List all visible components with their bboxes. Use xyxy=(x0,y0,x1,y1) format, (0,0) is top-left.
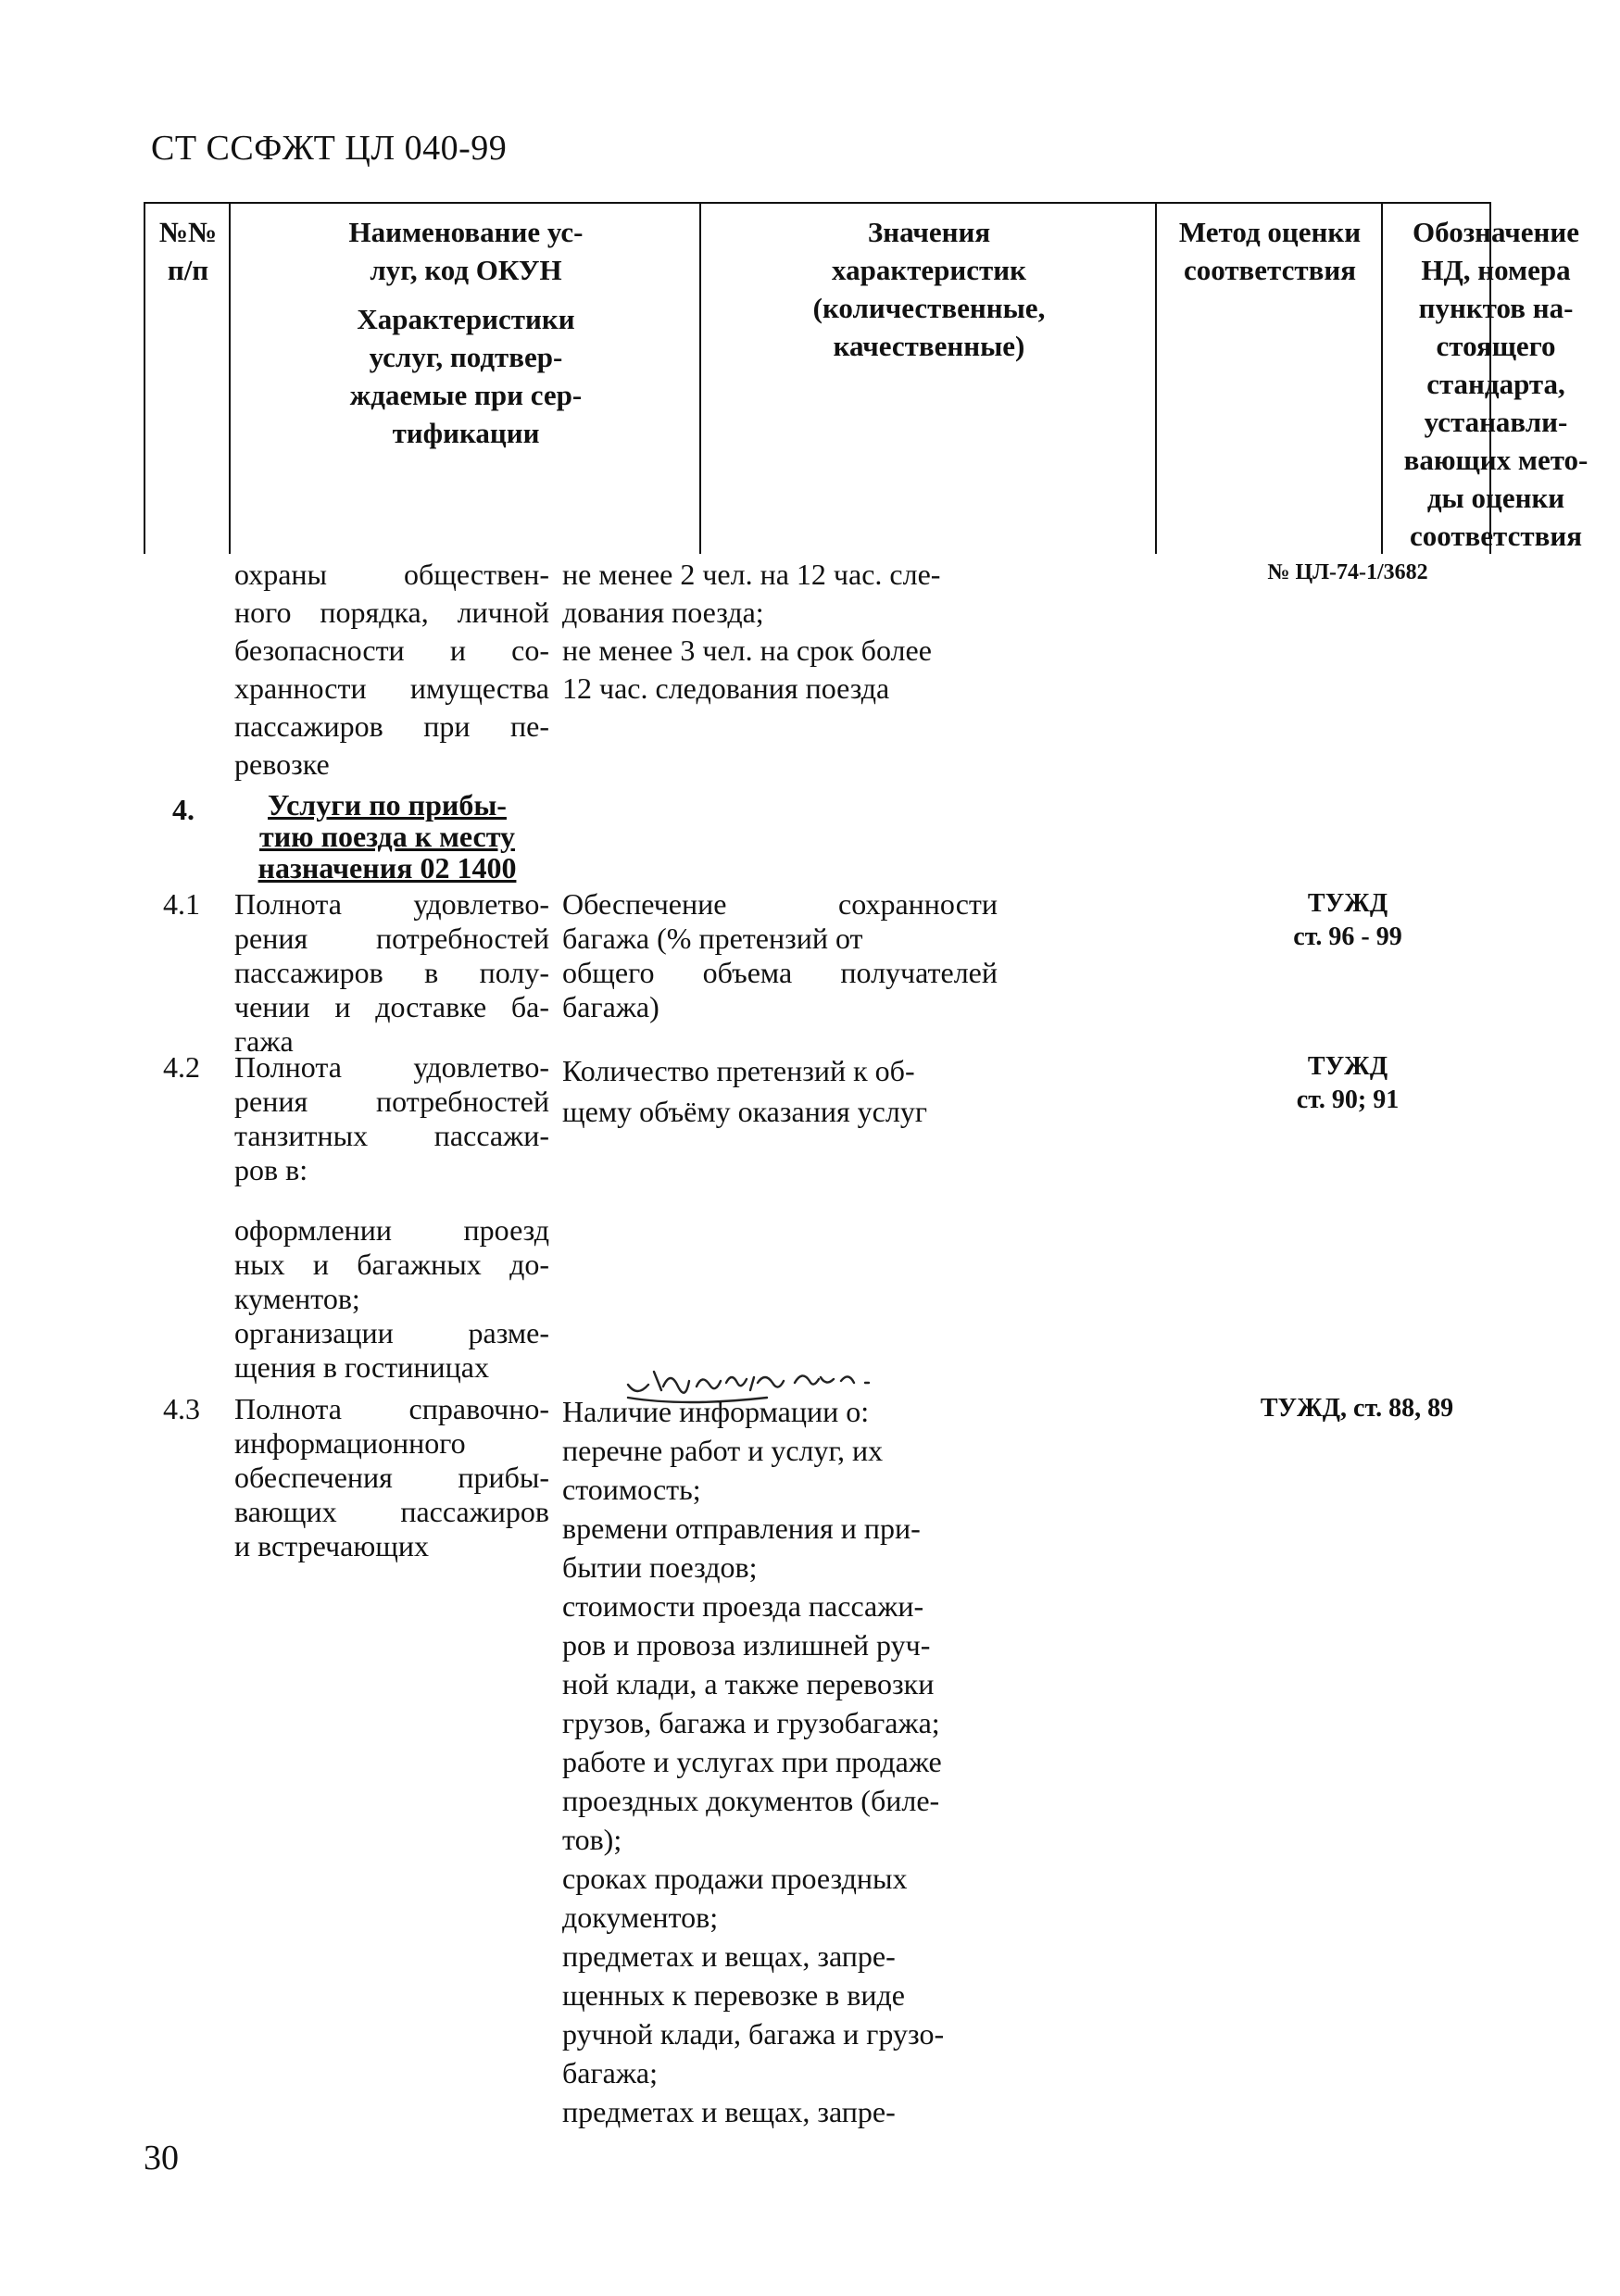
row-4-2-name: Полнота удовлетво- рения потребностей танзитных пассажи- ров в: xyxy=(234,1050,549,1186)
row-4-1-reference: ТУЖД ст. 96 - 99 xyxy=(1293,889,1402,951)
row-4-2-name-extra: оформлении проезд ных и багажных до- кументов; организации разме- щения в гостиницах xyxy=(234,1213,549,1384)
row-4-3-reference: ТУЖД, ст. 88, 89 xyxy=(1260,1394,1454,1423)
row-4-3-values: Наличие информации о: перечне работ и услуг, их стоимость; времени отправления и при- бытии поездов; стоимости проезда пассажи- ров и провоза излишней руч- ной клади, а также перевозки грузов, багажа и грузобагажа; работе и услугах при продаже проездных документов (биле- тов); сроках продажи проездных документов; предметах и вещах, запре- щенных к перевозке в виде ручной клади, багажа и грузо- багажа; предметах и вещах, запре- xyxy=(562,1395,945,2128)
row-4-2-values: Количество претензий к об- щему объёму оказания услуг xyxy=(562,1054,927,1128)
row-number: 4.2 xyxy=(163,1050,200,1084)
row-number: 4.1 xyxy=(163,887,200,921)
row-number: 4.3 xyxy=(163,1392,200,1425)
row-4-1-name: Полнота удовлетво- рения потребностей пассажиров в полу- чении и доставке ба- гажа xyxy=(234,887,549,1058)
header-assessment-method: Метод оценки соответствия xyxy=(1178,216,1362,286)
row-4-1-values: Обеспечение сохранности багажа (% претензий от общего объема получателей багажа) xyxy=(562,887,998,1023)
table-header xyxy=(144,202,1589,554)
row-4-2-reference: ТУЖД ст. 90; 91 xyxy=(1296,1052,1400,1114)
row-4-3-name: Полнота справочно- информационного обеспечения прибы- вающих пассажиров и встречающих xyxy=(234,1392,549,1562)
page-number: 30 xyxy=(144,2139,179,2177)
document-code: СТ ССФЖТ ЦЛ 040-99 xyxy=(151,129,508,168)
header-service-name: Наименование ус- луг, код ОКУН Характеристики услуг, подтвер- ждаемые при сер- тификации xyxy=(348,216,584,449)
continued-row-name: охраны обществен- ного порядка, личной безопасности и со- хранности имущества пассажиров при пе- ревозке xyxy=(234,558,549,781)
section-number: 4. xyxy=(172,793,195,826)
continued-row-reference: № ЦЛ-74-1/3682 xyxy=(1267,560,1428,584)
header-values: Значения характеристик (количественные, качественные) xyxy=(812,216,1046,362)
continued-row-values: не менее 2 чел. на 12 час. сле- дования поезда; не менее 3 чел. на срок более 12 час. следования поезда xyxy=(562,558,941,705)
header-number: №№ п/п xyxy=(158,216,218,286)
header-nd-designation: Обозначение НД, номера пунктов на- стоящего стандарта, устанавли- вающих мето- ды оценки соответствия xyxy=(1403,216,1589,552)
section-title: Услуги по прибы- тию поезда к месту назначения 02 1400 xyxy=(257,788,517,885)
